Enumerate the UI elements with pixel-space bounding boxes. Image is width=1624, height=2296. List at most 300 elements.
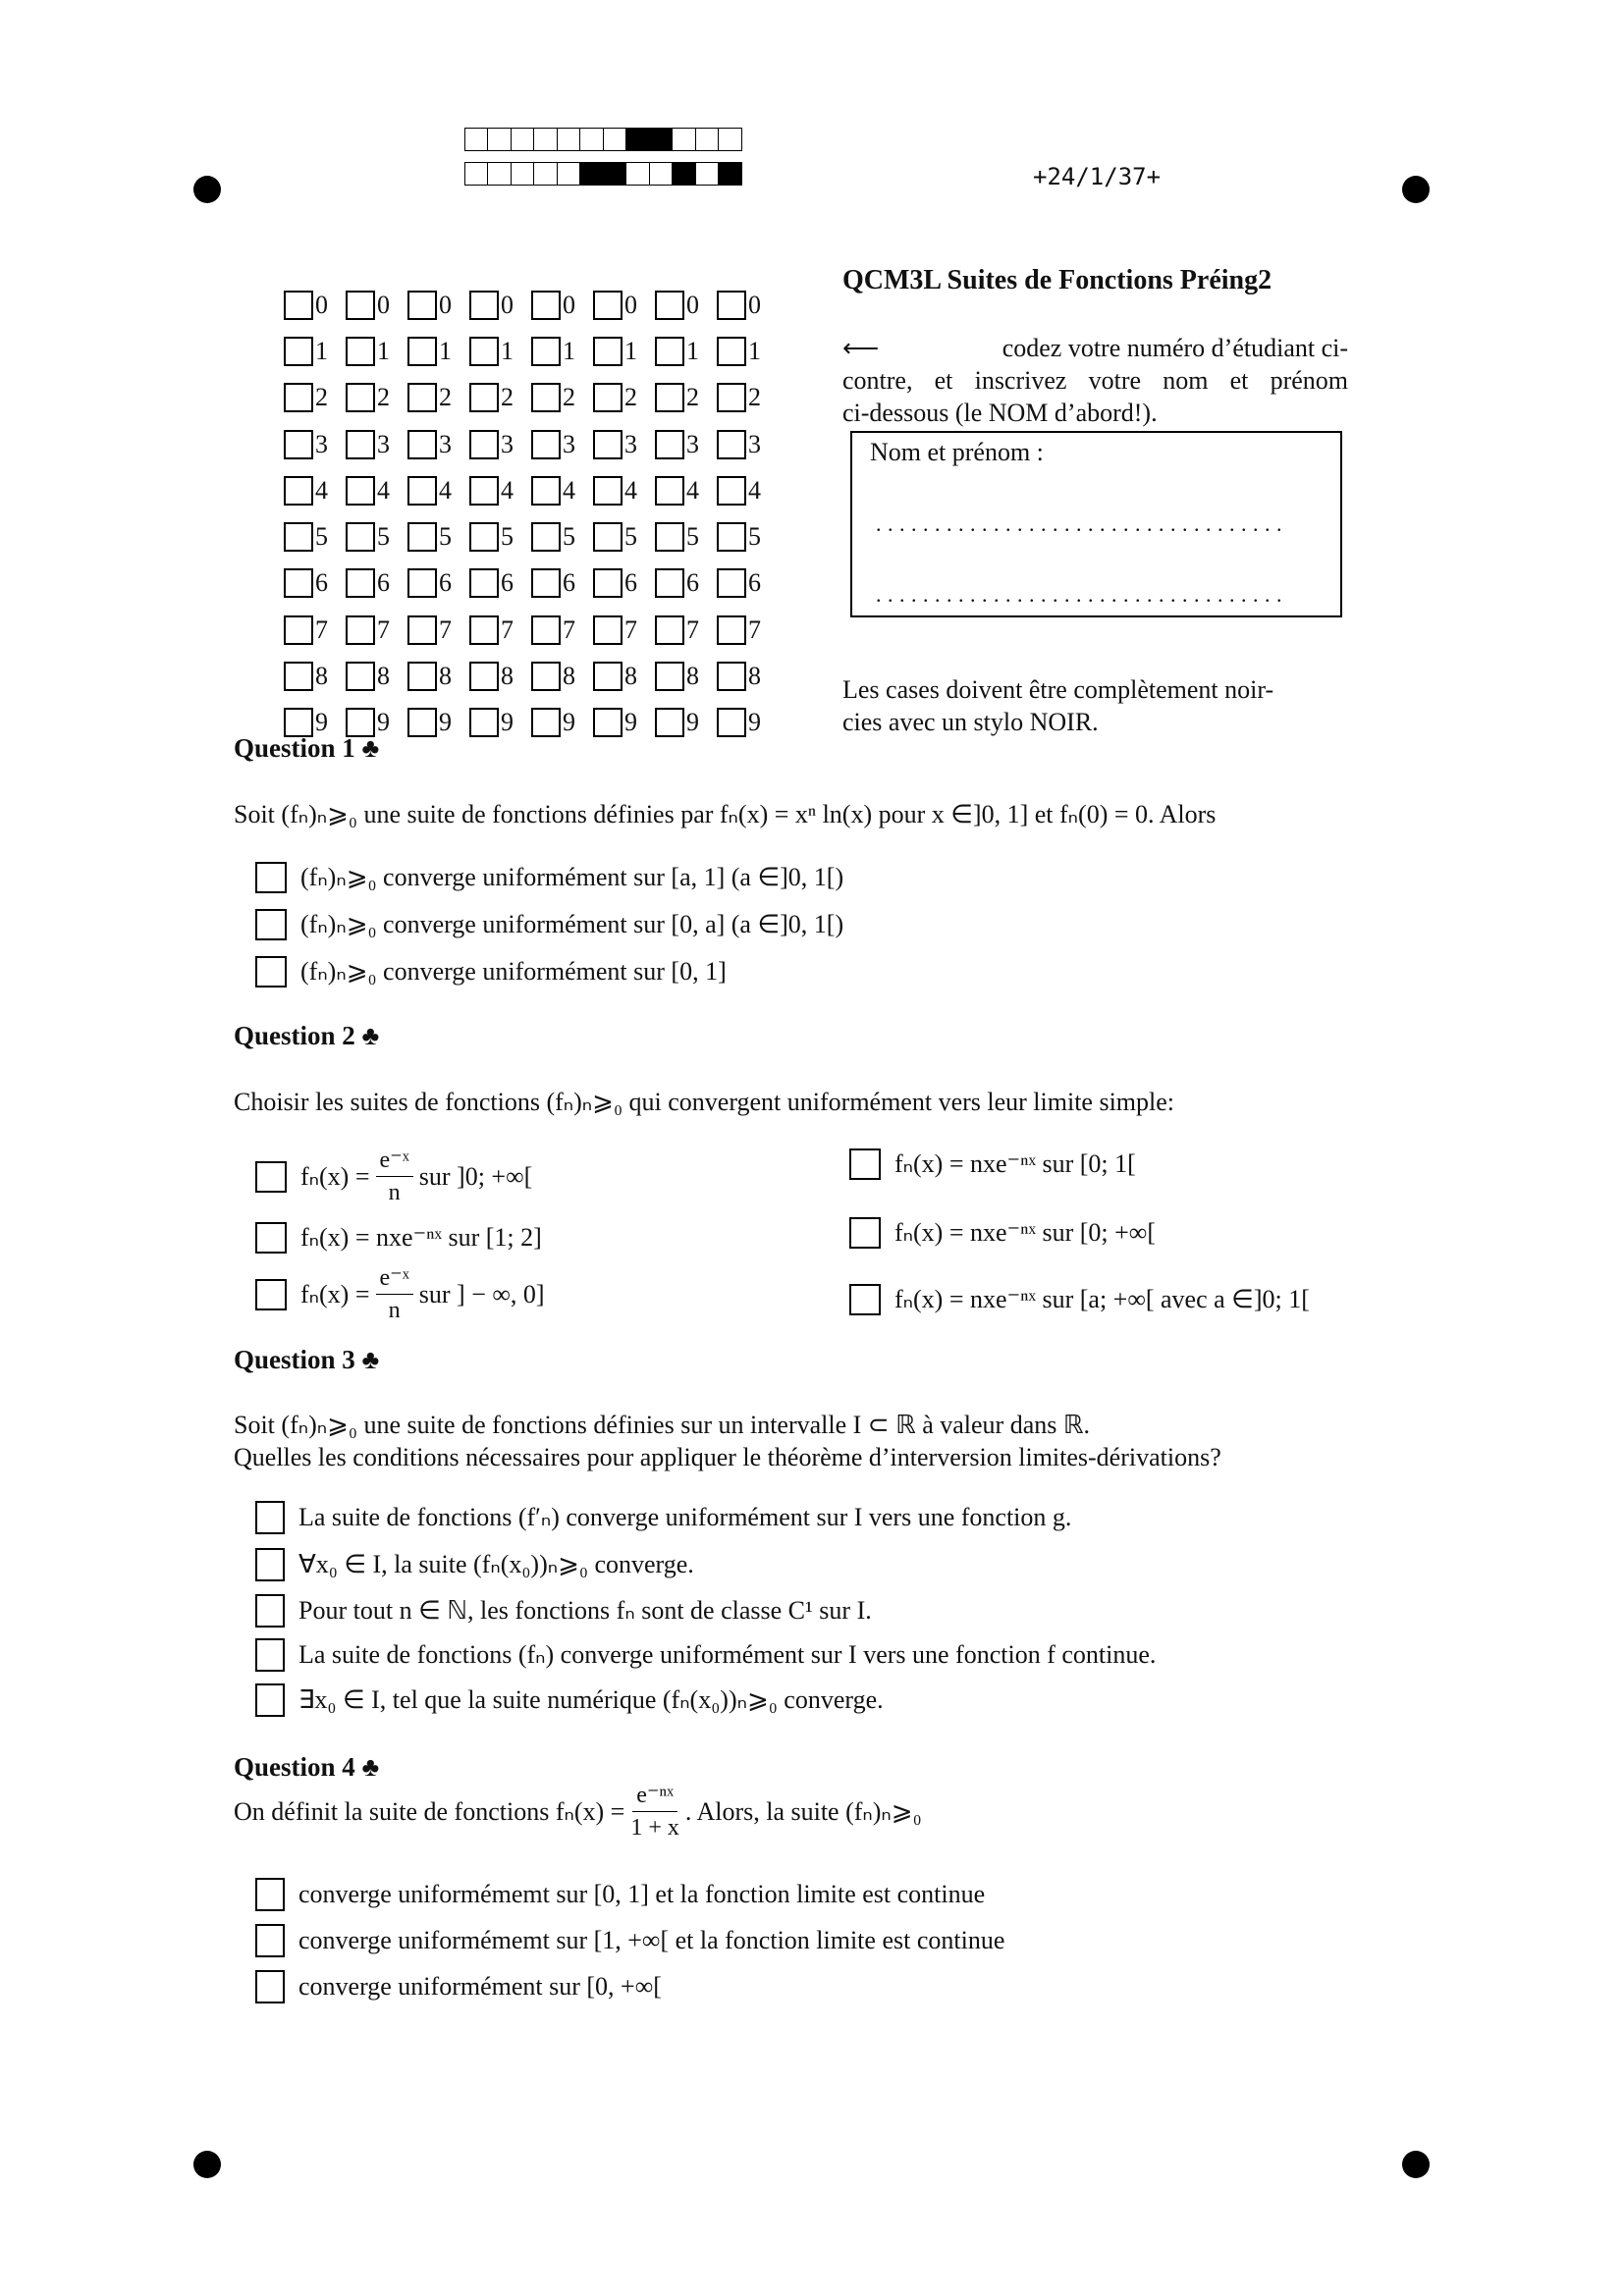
digit-label: 3 bbox=[563, 429, 575, 458]
digit-cell[interactable] bbox=[284, 430, 346, 459]
digit-cell[interactable] bbox=[717, 337, 779, 366]
digit-label: 3 bbox=[315, 429, 328, 458]
digit-checkbox[interactable] bbox=[717, 522, 746, 552]
question-1-option-1[interactable] bbox=[255, 862, 843, 893]
digit-cell[interactable] bbox=[284, 568, 346, 598]
digit-checkbox[interactable] bbox=[407, 337, 437, 366]
option-label: fₙ(x) = nxe⁻ⁿˣ sur [1; 2] bbox=[300, 1223, 542, 1252]
digit-checkbox[interactable] bbox=[655, 291, 684, 320]
digit-checkbox[interactable] bbox=[284, 522, 313, 552]
digit-checkbox[interactable] bbox=[284, 383, 313, 412]
digit-checkbox[interactable] bbox=[346, 430, 375, 459]
digit-cell[interactable] bbox=[346, 662, 407, 691]
digit-label: 6 bbox=[501, 568, 514, 598]
digit-label: 8 bbox=[501, 662, 514, 691]
digit-cell[interactable] bbox=[407, 476, 469, 506]
option-label: ∃x₀ ∈ I, tel que la suite numérique (fₙ(x₀))ₙ⩾₀ converge. bbox=[298, 1685, 884, 1714]
barcode-cell bbox=[464, 162, 489, 186]
digit-cell[interactable] bbox=[593, 662, 655, 691]
digit-label: 5 bbox=[686, 522, 699, 552]
digit-row bbox=[284, 375, 779, 421]
digit-cell[interactable] bbox=[469, 383, 531, 412]
digit-cell[interactable] bbox=[593, 568, 655, 598]
digit-label: 1 bbox=[501, 336, 514, 365]
digit-cell[interactable] bbox=[717, 568, 779, 598]
digit-cell[interactable] bbox=[346, 476, 407, 506]
digit-cell[interactable] bbox=[531, 291, 593, 320]
digit-checkbox[interactable] bbox=[593, 291, 623, 320]
digit-checkbox[interactable] bbox=[717, 708, 746, 737]
digit-cell[interactable] bbox=[717, 476, 779, 506]
digit-checkbox[interactable] bbox=[531, 476, 561, 506]
arrow-left-icon: ⟵ bbox=[842, 334, 880, 362]
digit-cell[interactable] bbox=[469, 708, 531, 737]
checkbox[interactable] bbox=[255, 1683, 285, 1717]
digit-checkbox[interactable] bbox=[655, 522, 684, 552]
digit-cell[interactable] bbox=[407, 615, 469, 645]
digit-checkbox[interactable] bbox=[531, 568, 561, 598]
digit-checkbox[interactable] bbox=[717, 291, 746, 320]
checkbox[interactable] bbox=[255, 909, 287, 940]
digit-label: 4 bbox=[686, 475, 699, 505]
digit-cell[interactable] bbox=[593, 383, 655, 412]
digit-cell[interactable] bbox=[655, 291, 717, 320]
digit-checkbox[interactable] bbox=[407, 476, 437, 506]
digit-label: 5 bbox=[315, 522, 328, 552]
digit-label: 5 bbox=[624, 522, 637, 552]
question-1-heading bbox=[234, 733, 379, 764]
checkbox[interactable] bbox=[255, 1594, 285, 1628]
digit-label: 9 bbox=[377, 708, 390, 737]
digit-label: 7 bbox=[439, 614, 452, 644]
barcode-cell bbox=[487, 162, 512, 186]
digit-label: 2 bbox=[748, 383, 761, 412]
checkbox[interactable] bbox=[255, 1501, 285, 1534]
digit-label: 4 bbox=[501, 475, 514, 505]
digit-checkbox[interactable] bbox=[346, 383, 375, 412]
digit-cell[interactable] bbox=[407, 430, 469, 459]
checkbox[interactable] bbox=[849, 1284, 881, 1315]
digit-checkbox[interactable] bbox=[717, 615, 746, 645]
barcode-cell bbox=[649, 128, 674, 151]
option-label: fₙ(x) = nxe⁻ⁿˣ sur [0; 1[ bbox=[894, 1149, 1136, 1178]
digit-cell[interactable] bbox=[593, 291, 655, 320]
barcode-cell bbox=[695, 162, 720, 186]
barcode-cell bbox=[533, 128, 558, 151]
digit-cell[interactable] bbox=[284, 662, 346, 691]
digit-checkbox[interactable] bbox=[346, 568, 375, 598]
question-1-statement: Soit (fₙ)ₙ⩾₀ une suite de fonctions définies par fₙ(x) = xⁿ ln(x) pour x ∈]0, 1] et fₙ(0) = 0. Alors bbox=[234, 800, 1217, 828]
digit-checkbox[interactable] bbox=[593, 522, 623, 552]
digit-checkbox[interactable] bbox=[407, 430, 437, 459]
digit-checkbox[interactable] bbox=[407, 568, 437, 598]
digit-label: 6 bbox=[624, 568, 637, 598]
option-label: Pour tout n ∈ ℕ, les fonctions fₙ sont de classe C¹ sur I. bbox=[298, 1596, 872, 1625]
digit-checkbox[interactable] bbox=[284, 476, 313, 506]
checkbox[interactable] bbox=[255, 1970, 285, 2003]
digit-label: 6 bbox=[315, 568, 328, 598]
digit-cell[interactable] bbox=[407, 383, 469, 412]
digit-cell[interactable] bbox=[346, 383, 407, 412]
checkbox[interactable] bbox=[255, 1924, 285, 1957]
checkbox[interactable] bbox=[255, 1222, 287, 1254]
digit-checkbox[interactable] bbox=[407, 522, 437, 552]
digit-cell[interactable] bbox=[531, 430, 593, 459]
digit-cell[interactable] bbox=[717, 291, 779, 320]
digit-checkbox[interactable] bbox=[531, 522, 561, 552]
digit-cell[interactable] bbox=[655, 337, 717, 366]
digit-cell[interactable] bbox=[284, 476, 346, 506]
barcode-cell bbox=[695, 128, 720, 151]
barcode-cell bbox=[603, 128, 627, 151]
digit-cell[interactable] bbox=[407, 708, 469, 737]
digit-checkbox[interactable] bbox=[469, 430, 499, 459]
digit-cell[interactable] bbox=[717, 430, 779, 459]
digit-label: 1 bbox=[748, 336, 761, 365]
digit-cell[interactable] bbox=[593, 522, 655, 552]
question-4-option-3[interactable] bbox=[255, 1970, 662, 2003]
digit-cell[interactable] bbox=[469, 476, 531, 506]
digit-label: 0 bbox=[748, 290, 761, 319]
question-3-option-5[interactable] bbox=[255, 1683, 884, 1717]
digit-cell[interactable] bbox=[593, 430, 655, 459]
digit-checkbox[interactable] bbox=[593, 476, 623, 506]
digit-checkbox[interactable] bbox=[655, 662, 684, 691]
digit-cell[interactable] bbox=[655, 476, 717, 506]
digit-label: 1 bbox=[377, 336, 390, 365]
checkbox[interactable] bbox=[255, 1548, 285, 1581]
barcode-cell bbox=[625, 128, 650, 151]
digit-cell[interactable] bbox=[717, 662, 779, 691]
question-2-option-4[interactable] bbox=[849, 1148, 1136, 1180]
digit-cell[interactable] bbox=[655, 383, 717, 412]
digit-row bbox=[284, 653, 779, 699]
digit-cell[interactable] bbox=[531, 383, 593, 412]
barcode-cell bbox=[718, 128, 742, 151]
statement-post: . Alors, la suite (fₙ)ₙ⩾₀ bbox=[684, 1796, 922, 1826]
digit-label: 9 bbox=[501, 708, 514, 737]
digit-checkbox[interactable] bbox=[407, 662, 437, 691]
digit-checkbox[interactable] bbox=[655, 476, 684, 506]
digit-checkbox[interactable] bbox=[469, 383, 499, 412]
digit-label: 9 bbox=[563, 708, 575, 737]
digit-cell[interactable] bbox=[469, 615, 531, 645]
digit-checkbox[interactable] bbox=[284, 430, 313, 459]
digit-cell[interactable] bbox=[655, 708, 717, 737]
digit-checkbox[interactable] bbox=[469, 708, 499, 737]
digit-checkbox[interactable] bbox=[655, 708, 684, 737]
checkbox[interactable] bbox=[255, 862, 287, 893]
fraction bbox=[630, 1784, 679, 1840]
digit-label: 6 bbox=[377, 568, 390, 598]
digit-cell[interactable] bbox=[284, 337, 346, 366]
digit-checkbox[interactable] bbox=[593, 708, 623, 737]
digit-cell[interactable] bbox=[346, 430, 407, 459]
digit-label: 7 bbox=[748, 614, 761, 644]
registration-mark-top-left bbox=[193, 176, 221, 203]
barcode-cell bbox=[487, 128, 512, 151]
digit-cell[interactable] bbox=[407, 568, 469, 598]
digit-checkbox[interactable] bbox=[531, 291, 561, 320]
digit-cell[interactable] bbox=[346, 568, 407, 598]
digit-cell[interactable] bbox=[655, 522, 717, 552]
question-4-option-1[interactable] bbox=[255, 1878, 985, 1911]
registration-mark-bottom-right bbox=[1402, 2151, 1430, 2178]
question-1-option-3[interactable] bbox=[255, 956, 727, 988]
digit-label: 8 bbox=[624, 662, 637, 691]
digit-checkbox[interactable] bbox=[717, 383, 746, 412]
checkbox[interactable] bbox=[255, 1279, 287, 1310]
digit-checkbox[interactable] bbox=[469, 522, 499, 552]
checkbox[interactable] bbox=[255, 1638, 285, 1672]
digit-checkbox[interactable] bbox=[593, 430, 623, 459]
digit-cell[interactable] bbox=[655, 662, 717, 691]
digit-checkbox[interactable] bbox=[593, 383, 623, 412]
digit-label: 2 bbox=[563, 383, 575, 412]
digit-cell[interactable] bbox=[469, 337, 531, 366]
student-number-grid[interactable] bbox=[284, 282, 779, 746]
option-label: fₙ(x) = nxe⁻ⁿˣ sur [0; +∞[ bbox=[894, 1218, 1156, 1247]
digit-cell[interactable] bbox=[593, 476, 655, 506]
name-line-1[interactable]: ................................... bbox=[876, 511, 1288, 536]
digit-checkbox[interactable] bbox=[655, 568, 684, 598]
question-3-option-1[interactable] bbox=[255, 1501, 1071, 1534]
club-icon: ♣ bbox=[361, 1021, 380, 1050]
digit-checkbox[interactable] bbox=[469, 291, 499, 320]
question-2-option-5[interactable] bbox=[849, 1217, 1156, 1249]
digit-label: 0 bbox=[563, 290, 575, 319]
barcode-cell bbox=[603, 162, 627, 186]
digit-cell[interactable] bbox=[469, 662, 531, 691]
instructions-line-3: ci-dessous (le NOM d’abord!). bbox=[842, 399, 1158, 427]
digit-cell[interactable] bbox=[655, 430, 717, 459]
digit-checkbox[interactable] bbox=[531, 383, 561, 412]
digit-cell[interactable] bbox=[407, 291, 469, 320]
digit-label: 9 bbox=[439, 708, 452, 737]
fraction bbox=[376, 1148, 413, 1204]
digit-label: 3 bbox=[377, 429, 390, 458]
question-3-statement-line-2: Quelles les conditions nécessaires pour appliquer le théorème d’interversion limites-dérivations? bbox=[234, 1443, 1221, 1471]
digit-checkbox[interactable] bbox=[284, 568, 313, 598]
digit-checkbox[interactable] bbox=[531, 337, 561, 366]
digit-checkbox[interactable] bbox=[593, 615, 623, 645]
digit-checkbox[interactable] bbox=[717, 568, 746, 598]
checkbox[interactable] bbox=[255, 1878, 285, 1911]
digit-checkbox[interactable] bbox=[469, 662, 499, 691]
digit-checkbox[interactable] bbox=[593, 662, 623, 691]
digit-checkbox[interactable] bbox=[284, 337, 313, 366]
checkbox[interactable] bbox=[255, 956, 287, 988]
checkbox[interactable] bbox=[849, 1148, 881, 1180]
digit-label: 8 bbox=[748, 662, 761, 691]
barcode-cell bbox=[579, 128, 604, 151]
digit-label: 1 bbox=[624, 336, 637, 365]
digit-cell[interactable] bbox=[284, 291, 346, 320]
question-2-statement: Choisir les suites de fonctions (fₙ)ₙ⩾₀ qui convergent uniformément vers leur limite simple: bbox=[234, 1088, 1175, 1116]
digit-checkbox[interactable] bbox=[407, 383, 437, 412]
digit-label: 1 bbox=[439, 336, 452, 365]
fraction-denominator: n bbox=[388, 1180, 401, 1205]
name-label: Nom et prénom : bbox=[870, 438, 1044, 466]
digit-cell[interactable] bbox=[469, 430, 531, 459]
digit-label: 2 bbox=[439, 383, 452, 412]
question-4-option-2[interactable] bbox=[255, 1924, 1004, 1957]
page-id: +24/1/37+ bbox=[1033, 163, 1162, 190]
digit-cell[interactable] bbox=[717, 708, 779, 737]
barcode-cell bbox=[511, 128, 535, 151]
digit-checkbox[interactable] bbox=[717, 430, 746, 459]
digit-checkbox[interactable] bbox=[655, 383, 684, 412]
digit-cell[interactable] bbox=[717, 522, 779, 552]
question-3-option-3[interactable] bbox=[255, 1594, 872, 1628]
name-box[interactable] bbox=[850, 431, 1342, 617]
digit-checkbox[interactable] bbox=[346, 662, 375, 691]
digit-cell[interactable] bbox=[469, 522, 531, 552]
digit-checkbox[interactable] bbox=[469, 337, 499, 366]
digit-checkbox[interactable] bbox=[346, 476, 375, 506]
question-3-option-2[interactable] bbox=[255, 1548, 694, 1581]
option-label: La suite de fonctions (f′ₙ) converge uniformément sur I vers une fonction g. bbox=[298, 1503, 1072, 1531]
digit-checkbox[interactable] bbox=[593, 337, 623, 366]
digit-label: 7 bbox=[686, 614, 699, 644]
checkbox[interactable] bbox=[255, 1161, 287, 1193]
digit-cell[interactable] bbox=[593, 337, 655, 366]
digit-cell[interactable] bbox=[531, 568, 593, 598]
digit-checkbox[interactable] bbox=[407, 615, 437, 645]
digit-cell[interactable] bbox=[531, 337, 593, 366]
digit-cell[interactable] bbox=[717, 383, 779, 412]
club-icon: ♣ bbox=[361, 1345, 380, 1374]
digit-cell[interactable] bbox=[469, 291, 531, 320]
digit-checkbox[interactable] bbox=[593, 568, 623, 598]
digit-cell[interactable] bbox=[346, 522, 407, 552]
digit-checkbox[interactable] bbox=[531, 662, 561, 691]
digit-label: 8 bbox=[563, 662, 575, 691]
barcode-cell bbox=[579, 162, 604, 186]
digit-row bbox=[284, 328, 779, 374]
digit-checkbox[interactable] bbox=[655, 337, 684, 366]
digit-cell[interactable] bbox=[346, 337, 407, 366]
blackout-instructions bbox=[842, 673, 1348, 738]
barcode-cell bbox=[533, 162, 558, 186]
digit-label: 1 bbox=[686, 336, 699, 365]
digit-label: 2 bbox=[624, 383, 637, 412]
digit-label: 3 bbox=[686, 429, 699, 458]
digit-cell[interactable] bbox=[655, 568, 717, 598]
option-label: La suite de fonctions (fₙ) converge uniformément sur I vers une fonction f continue. bbox=[298, 1640, 1157, 1669]
question-2-option-3[interactable] bbox=[255, 1266, 545, 1322]
digit-cell[interactable] bbox=[531, 522, 593, 552]
question-1-label: Question 1 bbox=[234, 733, 355, 763]
digit-label: 9 bbox=[686, 708, 699, 737]
blackout-line-2: cies avec un stylo NOIR. bbox=[842, 708, 1099, 736]
digit-checkbox[interactable] bbox=[655, 430, 684, 459]
question-2-heading bbox=[234, 1021, 379, 1051]
digit-cell[interactable] bbox=[469, 568, 531, 598]
digit-label: 7 bbox=[377, 614, 390, 644]
blackout-line-1: Les cases doivent être complètement noir- bbox=[842, 675, 1274, 704]
digit-cell[interactable] bbox=[407, 662, 469, 691]
question-2-option-6[interactable] bbox=[849, 1284, 1310, 1315]
digit-label: 8 bbox=[377, 662, 390, 691]
digit-row bbox=[284, 561, 779, 607]
digit-cell[interactable] bbox=[717, 615, 779, 645]
barcode-cell bbox=[649, 162, 674, 186]
digit-cell[interactable] bbox=[346, 291, 407, 320]
digit-label: 2 bbox=[686, 383, 699, 412]
barcode-cell bbox=[557, 128, 581, 151]
name-line-2[interactable]: ................................... bbox=[876, 582, 1288, 607]
digit-cell[interactable] bbox=[531, 615, 593, 645]
digit-checkbox[interactable] bbox=[346, 615, 375, 645]
digit-cell[interactable] bbox=[407, 522, 469, 552]
digit-checkbox[interactable] bbox=[284, 662, 313, 691]
checkbox[interactable] bbox=[849, 1217, 881, 1249]
digit-label: 8 bbox=[439, 662, 452, 691]
digit-cell[interactable] bbox=[346, 615, 407, 645]
digit-checkbox[interactable] bbox=[346, 291, 375, 320]
digit-checkbox[interactable] bbox=[717, 476, 746, 506]
digit-checkbox[interactable] bbox=[655, 615, 684, 645]
option-label: converge uniformémemt sur [0, 1] et la fonction limite est continue bbox=[298, 1880, 986, 1908]
digit-row bbox=[284, 467, 779, 513]
digit-checkbox[interactable] bbox=[469, 615, 499, 645]
barcode-cell bbox=[464, 128, 489, 151]
digit-cell[interactable] bbox=[407, 337, 469, 366]
digit-cell[interactable] bbox=[531, 662, 593, 691]
question-2-option-1[interactable] bbox=[255, 1148, 532, 1204]
digit-cell[interactable] bbox=[531, 476, 593, 506]
digit-cell[interactable] bbox=[593, 708, 655, 737]
question-1-option-2[interactable] bbox=[255, 909, 843, 940]
digit-label: 2 bbox=[315, 383, 328, 412]
digit-checkbox[interactable] bbox=[469, 568, 499, 598]
question-3-option-4[interactable] bbox=[255, 1638, 1156, 1672]
barcode-cell bbox=[557, 162, 581, 186]
digit-checkbox[interactable] bbox=[531, 708, 561, 737]
digit-label: 4 bbox=[377, 475, 390, 505]
digit-checkbox[interactable] bbox=[531, 430, 561, 459]
digit-cell[interactable] bbox=[284, 522, 346, 552]
digit-checkbox[interactable] bbox=[284, 291, 313, 320]
digit-cell[interactable] bbox=[593, 615, 655, 645]
digit-checkbox[interactable] bbox=[346, 522, 375, 552]
digit-label: 4 bbox=[439, 475, 452, 505]
digit-label: 0 bbox=[501, 290, 514, 319]
digit-label: 7 bbox=[624, 614, 637, 644]
digit-label: 6 bbox=[686, 568, 699, 598]
option-label: ∀x₀ ∈ I, la suite (fₙ(x₀))ₙ⩾₀ converge. bbox=[298, 1550, 694, 1578]
digit-checkbox[interactable] bbox=[284, 615, 313, 645]
digit-checkbox[interactable] bbox=[717, 337, 746, 366]
digit-checkbox[interactable] bbox=[469, 476, 499, 506]
digit-checkbox[interactable] bbox=[346, 337, 375, 366]
digit-checkbox[interactable] bbox=[407, 291, 437, 320]
club-icon: ♣ bbox=[361, 733, 380, 763]
option-rest: sur ] − ∞, 0] bbox=[418, 1279, 545, 1308]
digit-checkbox[interactable] bbox=[717, 662, 746, 691]
digit-cell[interactable] bbox=[655, 615, 717, 645]
digit-checkbox[interactable] bbox=[407, 708, 437, 737]
option-label: (fₙ)ₙ⩾₀ converge uniformément sur [a, 1] (a ∈]0, 1[) bbox=[300, 863, 844, 891]
exam-title: QCM3L Suites de Fonctions Préing2 bbox=[842, 265, 1272, 295]
digit-cell[interactable] bbox=[284, 383, 346, 412]
digit-checkbox[interactable] bbox=[531, 615, 561, 645]
option-lhs: fₙ(x) = bbox=[300, 1279, 370, 1308]
digit-cell[interactable] bbox=[531, 708, 593, 737]
question-2-option-2[interactable] bbox=[255, 1222, 542, 1254]
digit-cell[interactable] bbox=[284, 615, 346, 645]
